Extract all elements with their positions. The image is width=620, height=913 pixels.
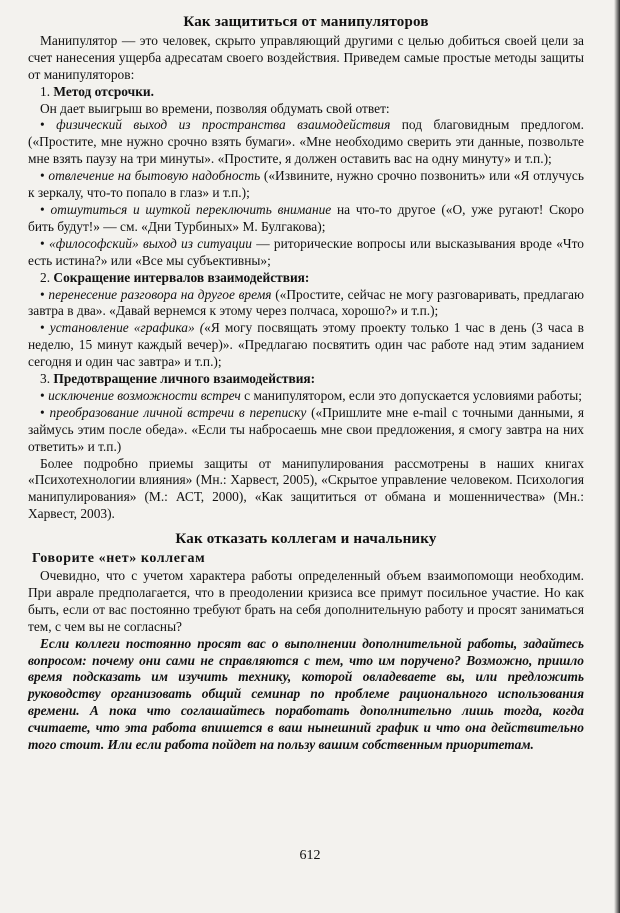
list-item bbox=[28, 236, 584, 270]
bullet: • bbox=[40, 201, 45, 217]
method-number: 3. bbox=[40, 371, 51, 387]
method-title: Сокращение интервалов взаимодействия: bbox=[53, 269, 310, 285]
bullet: • bbox=[40, 117, 45, 133]
bullet: • bbox=[40, 286, 45, 302]
method-title: Метод отсрочки. bbox=[53, 83, 154, 99]
list-item bbox=[28, 202, 584, 236]
item-text: — риторические вопросы или высказывания вроде «Что есть истина?» или «Все мы субъективны»; bbox=[28, 235, 584, 268]
term: установление «графика» ( bbox=[49, 320, 205, 336]
method-title: Предотвращение личного взаимодействия: bbox=[53, 371, 316, 387]
term: физический выход из пространства взаимодействия bbox=[56, 117, 391, 133]
item-text: с манипулятором, если это допускается условиями работы; bbox=[240, 387, 582, 403]
list-item bbox=[28, 388, 584, 405]
term: перенесение разговора на другое время bbox=[48, 286, 272, 302]
term: «философский» выход из ситуации bbox=[49, 235, 252, 251]
bullet: • bbox=[40, 387, 45, 403]
section-title: Как защититься от манипуляторов bbox=[183, 14, 429, 30]
bullet: • bbox=[40, 320, 45, 336]
method-description: Он дает выигрыш во времени, позволяя обдумать свой ответ: bbox=[40, 100, 390, 116]
closing-paragraph: Более подробно приемы защиты от манипулирования рассмотрены в наших книгах «Психотехнологии влияния» (Мн.: Харвест, 2005), «Скрытое управление человеком. Психология манипулирования» (М.: АСТ, 2000), «Как защититься от обмана и мошенничества» (Мн.: Харвест, 2003). bbox=[28, 455, 584, 522]
page-number: 612 bbox=[299, 848, 321, 863]
subsection-title: Говорите «нет» коллегам bbox=[32, 551, 206, 567]
page-content bbox=[28, 14, 584, 754]
method-number: 1. bbox=[40, 83, 51, 99]
method-number: 2. bbox=[40, 269, 51, 285]
method-heading bbox=[28, 84, 584, 101]
item-text: на что-то другое («О, уже ругают! Скоро бить будут!» — см. «Дни Турбиных» М. Булгакова); bbox=[28, 201, 584, 234]
list-item bbox=[28, 405, 584, 456]
bullet: • bbox=[40, 404, 45, 420]
item-text: под благовидным предлогом. («Простите, мне нужно срочно взять бумаги». «Мне необходимо сверить эти данные, позвольте мне взять паузу на три минуты». «Простите, я должен оставить вас на одну минуту» и т.п.); bbox=[28, 117, 584, 167]
section-title: Как отказать коллегам и начальнику bbox=[175, 531, 437, 548]
item-text: «Я могу посвящать этому проекту только 1 час в день (3 часа в неделю, 15 минут каждый вечер)». «Предлагаю посвятить один час работе над этим заданием сегодня и один час завтра» и т.п.); bbox=[28, 320, 584, 370]
page-edge-shadow bbox=[614, 0, 620, 913]
term: отшутиться и шуткой переключить внимание bbox=[50, 201, 332, 217]
term: исключение возможности встреч bbox=[48, 387, 241, 403]
intro-paragraph: Манипулятор — это человек, скрыто управляющий другими с целью добиться своей цели за счет нанесения ущерба адресатам своего воздействия. Приведем самые простые методы защиты от манипуляторов: bbox=[28, 32, 584, 82]
item-text: («Извините, нужно срочно позвонить» или «Я отлучусь к зеркалу, что-то попало в глаз» и т.п.); bbox=[28, 168, 584, 201]
method-heading bbox=[28, 270, 584, 287]
advice-paragraph: Если коллеги постоянно просят вас о выполнении дополнительной работы, задайтесь вопросом: почему они сами не справляются с тем, что им поручено? Возможно, пришло время подсказать им изучить технику, которой овладеваете вы, или предложить руководству организовать общий семинар по проблеме рационального использования времени. А пока что соглашайтесь поработать дополнительно лишь тогда, когда считаете, что эта работа впишется в ваш нынешний график и что она действительно того стоит. Или если работа пойдет на пользу вашим собственным приоритетам. bbox=[28, 635, 584, 753]
term: отвлечение на бытовую надобность bbox=[48, 168, 261, 184]
method-heading bbox=[28, 371, 584, 388]
body-paragraph: Очевидно, что с учетом характера работы определенный объем взаимопомощи необходим. При аврале предполагается, что в преодолении кризиса все примут посильное участие. Но как быть, если от вас постоянно требуют брать на себя дополнительную работу и просят заниматься тем, с чем вы не согласны? bbox=[28, 568, 584, 634]
list-item bbox=[28, 320, 584, 371]
bullet: • bbox=[40, 235, 45, 251]
bullet: • bbox=[40, 168, 45, 184]
list-item bbox=[28, 287, 584, 321]
advice-block bbox=[28, 636, 584, 754]
list-item bbox=[28, 168, 584, 202]
list-item bbox=[28, 117, 584, 168]
item-text: («Пришлите мне e-mail с точными данными, я займусь этим после обеда». «Если ты набросаешь мне свои предложения, я смогу завтра на них ответить» и т.п.) bbox=[28, 404, 584, 454]
item-text: («Простите, сейчас не могу разговаривать, предлагаю завтра в два». «Давай вернемся к этому через полчаса, хорошо?» и т.п.); bbox=[28, 286, 584, 319]
term: преобразование личной встречи в переписку bbox=[49, 404, 307, 420]
